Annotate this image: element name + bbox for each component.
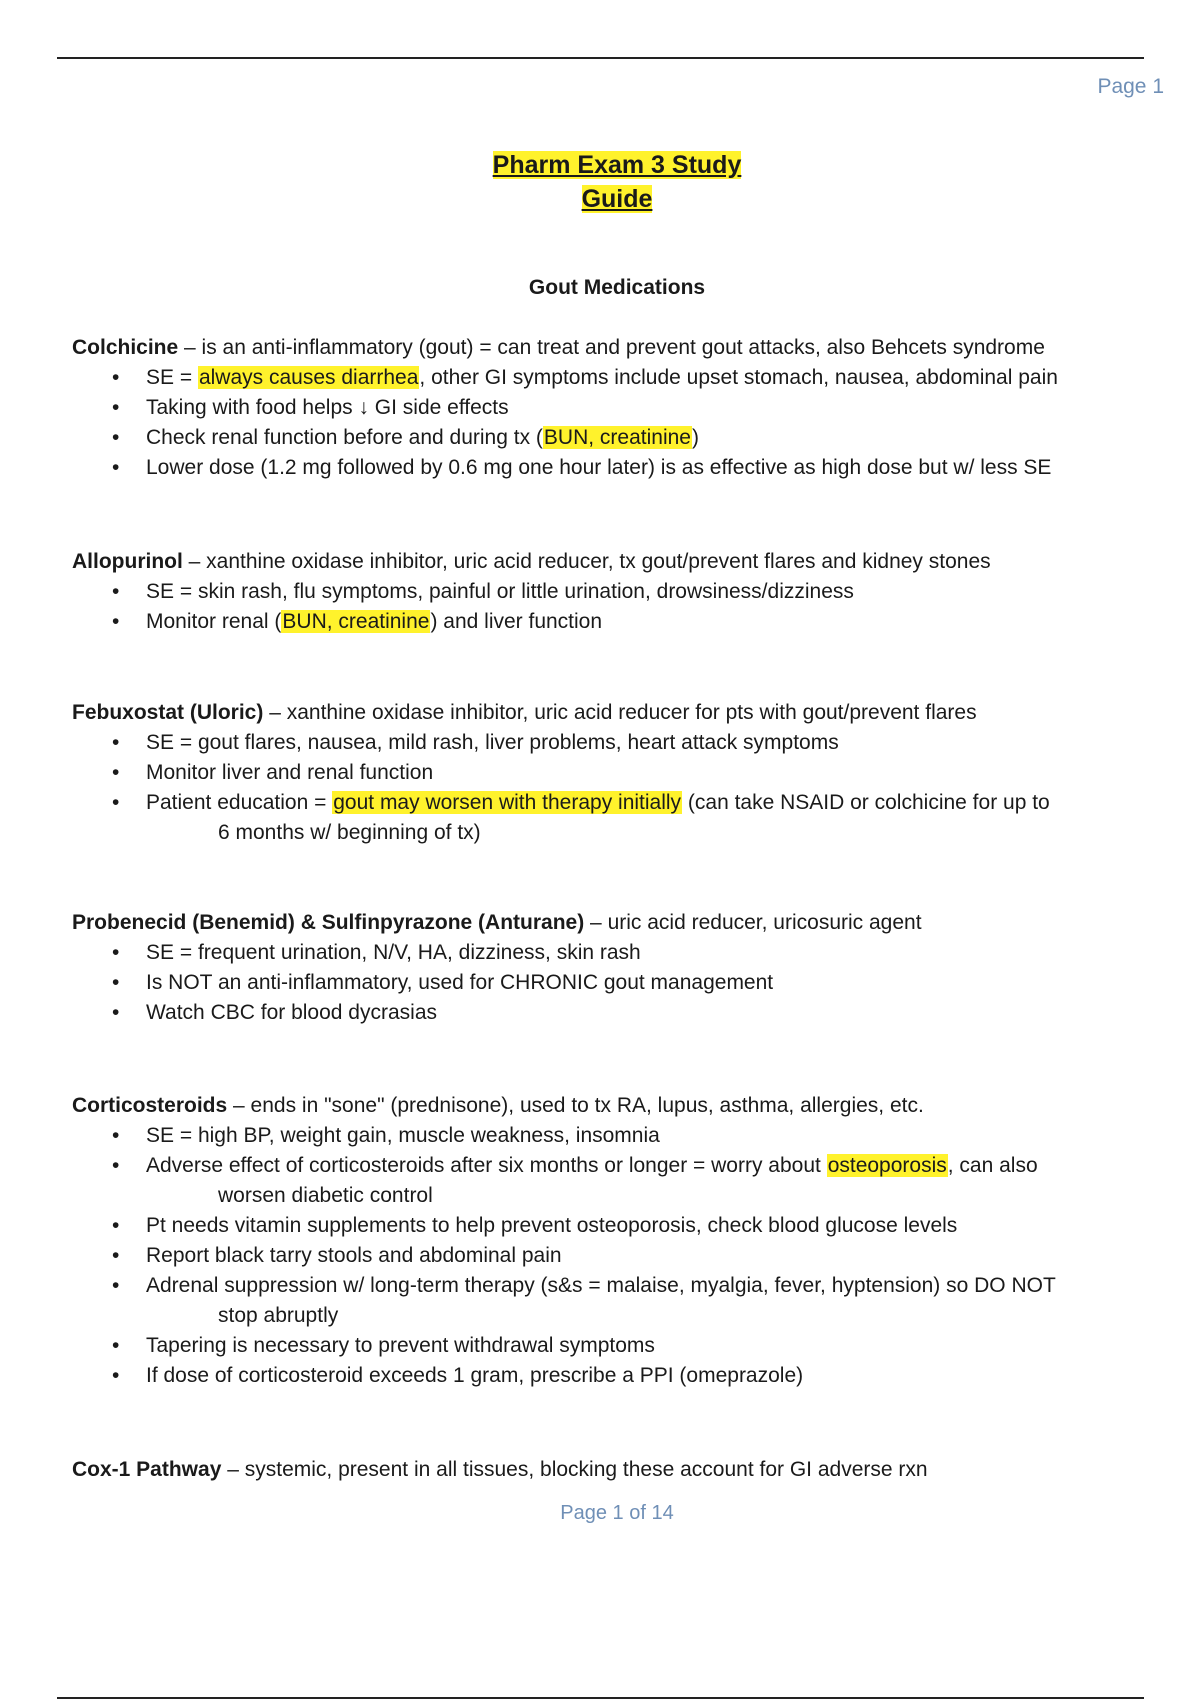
section-heading: Gout Medications (528, 276, 706, 299)
bullet-icon: • (112, 1124, 120, 1147)
bullet-text: ) and liver function (430, 610, 603, 633)
bullet-text: Adverse effect of corticosteroids after six months or longer = worry about (146, 1154, 827, 1177)
bullet-text: SE = (146, 366, 198, 389)
drug-allopurinol (72, 547, 1132, 637)
drug-description: – ends in "sone" (prednisone), used to tx RA, lupus, asthma, allergies, etc. (227, 1094, 924, 1117)
drug-description: – is an anti-inflammatory (gout) = can treat and prevent gout attacks, also Behcets syndrome (178, 336, 1045, 359)
list-item (72, 788, 1132, 848)
list-item (72, 1121, 1132, 1151)
bullet-text: SE = frequent urination, N/V, HA, dizziness, skin rash (146, 941, 641, 964)
list-item (72, 1211, 1132, 1241)
bullet-icon: • (112, 366, 120, 389)
bullet-text: ) (691, 426, 699, 449)
bullet-text: Monitor liver and renal function (146, 761, 434, 784)
drug-name: Allopurinol (72, 550, 183, 573)
bullet-text: Is NOT an anti-inflammatory, used for CHRONIC gout management (146, 971, 774, 994)
list-item (72, 1361, 1132, 1391)
document-title (0, 148, 1200, 216)
drug-line (72, 1091, 1132, 1121)
bullet-list (72, 728, 1132, 848)
bullet-icon: • (112, 426, 120, 449)
bullet-continuation: worsen diabetic control (218, 1184, 433, 1207)
bullet-text: Patient education = (146, 791, 333, 814)
bottom-rule (57, 1697, 1144, 1699)
bullet-icon: • (112, 1334, 120, 1357)
drug-description: – systemic, present in all tissues, blocking these account for GI adverse rxn (221, 1458, 928, 1481)
bullet-text: Report black tarry stools and abdominal pain (146, 1244, 562, 1267)
drug-description: – xanthine oxidase inhibitor, uric acid reducer for pts with gout/prevent flares (263, 701, 977, 724)
list-item (72, 968, 1132, 998)
bullet-icon: • (112, 941, 120, 964)
bullet-text: Adrenal suppression w/ long-term therapy (s&s = malaise, myalgia, fever, hyptension) so DO NOT (146, 1274, 1056, 1297)
bullet-text: Monitor renal ( (146, 610, 282, 633)
drug-line (72, 908, 1132, 938)
list-item (72, 577, 1132, 607)
page-footer: Page 1 of 14 (560, 1502, 674, 1524)
drug-description: – uric acid reducer, uricosuric agent (584, 911, 922, 934)
highlight: gout may worsen with therapy initially (333, 791, 682, 814)
top-rule (57, 57, 1144, 59)
bullet-text: (can take NSAID or colchicine for up to (682, 791, 1050, 814)
drug-name: Cox-1 Pathway (72, 1458, 222, 1481)
bullet-list (72, 363, 1132, 483)
bullet-icon: • (112, 396, 120, 419)
bullet-icon: • (112, 791, 120, 814)
list-item (72, 998, 1132, 1028)
list-item (72, 938, 1132, 968)
bullet-text: Tapering is necessary to prevent withdrawal symptoms (146, 1334, 655, 1357)
bullet-text: SE = high BP, weight gain, muscle weakness, insomnia (146, 1124, 660, 1147)
bullet-text: SE = gout flares, nausea, mild rash, liver problems, heart attack symptoms (146, 731, 839, 754)
bullet-text: , can also (947, 1154, 1038, 1177)
list-item (72, 423, 1132, 453)
drug-description: – xanthine oxidase inhibitor, uric acid reducer, tx gout/prevent flares and kidney stones (182, 550, 991, 573)
drug-line (72, 1455, 1132, 1485)
list-item (72, 607, 1132, 637)
drug-name: Probenecid (Benemid) & Sulfinpyrazone (Anturane) (72, 911, 585, 934)
list-item (72, 1271, 1132, 1331)
bullet-icon: • (112, 1364, 120, 1387)
bullet-icon: • (112, 1001, 120, 1024)
drug-line (72, 547, 1132, 577)
list-item (72, 758, 1132, 788)
bullet-icon: • (112, 580, 120, 603)
bullet-text: , other GI symptoms include upset stomach, nausea, abdominal pain (419, 366, 1058, 389)
bullet-text: If dose of corticosteroid exceeds 1 gram, prescribe a PPI (omeprazole) (146, 1364, 804, 1387)
bullet-icon: • (112, 610, 120, 633)
list-item (72, 1241, 1132, 1271)
highlight: BUN, creatinine (543, 426, 691, 449)
bullet-icon: • (112, 1244, 120, 1267)
highlight: BUN, creatinine (282, 610, 430, 633)
bullet-list (72, 1121, 1132, 1391)
drug-line (72, 333, 1132, 363)
bullet-continuation: stop abruptly (218, 1304, 339, 1327)
list-item (72, 393, 1132, 423)
bullet-continuation: 6 months w/ beginning of tx) (218, 821, 481, 844)
title-line-2: Guide (581, 185, 653, 213)
bullet-text: SE = skin rash, flu symptoms, painful or little urination, drowsiness/dizziness (146, 580, 854, 603)
bullet-icon: • (112, 971, 120, 994)
bullet-icon: • (112, 1154, 120, 1177)
bullet-text: Lower dose (1.2 mg followed by 0.6 mg one hour later) is as effective as high dose but w/ less SE (146, 456, 1052, 479)
drug-probenecid (72, 908, 1132, 1028)
drug-name: Febuxostat (Uloric) (72, 701, 264, 724)
bullet-icon: • (112, 1274, 120, 1297)
bullet-text: Check renal function before and during tx ( (146, 426, 543, 449)
bullet-icon: • (112, 761, 120, 784)
bullet-icon: • (112, 731, 120, 754)
bullet-icon: • (112, 1214, 120, 1237)
list-item (72, 1151, 1132, 1211)
title-line-1: Pharm Exam 3 Study (492, 151, 742, 179)
bullet-text: Pt needs vitamin supplements to help prevent osteoporosis, check blood glucose levels (146, 1214, 958, 1237)
list-item (72, 363, 1132, 393)
page-number-header: Page 1 (1097, 75, 1164, 98)
drug-cox1-pathway (72, 1455, 1132, 1485)
list-item (72, 453, 1132, 483)
list-item (72, 728, 1132, 758)
drug-corticosteroids (72, 1091, 1132, 1391)
highlight: always causes diarrhea (198, 366, 419, 389)
bullet-list (72, 938, 1132, 1028)
drug-line (72, 698, 1132, 728)
list-item (72, 1331, 1132, 1361)
bullet-text: Watch CBC for blood dycrasias (146, 1001, 437, 1024)
bullet-list (72, 577, 1132, 637)
drug-febuxostat (72, 698, 1132, 848)
bullet-text: Taking with food helps ↓ GI side effects (146, 396, 509, 419)
highlight: osteoporosis (827, 1154, 947, 1177)
bullet-icon: • (112, 456, 120, 479)
drug-name: Corticosteroids (72, 1094, 228, 1117)
drug-name: Colchicine (72, 336, 179, 359)
drug-colchicine (72, 333, 1132, 483)
